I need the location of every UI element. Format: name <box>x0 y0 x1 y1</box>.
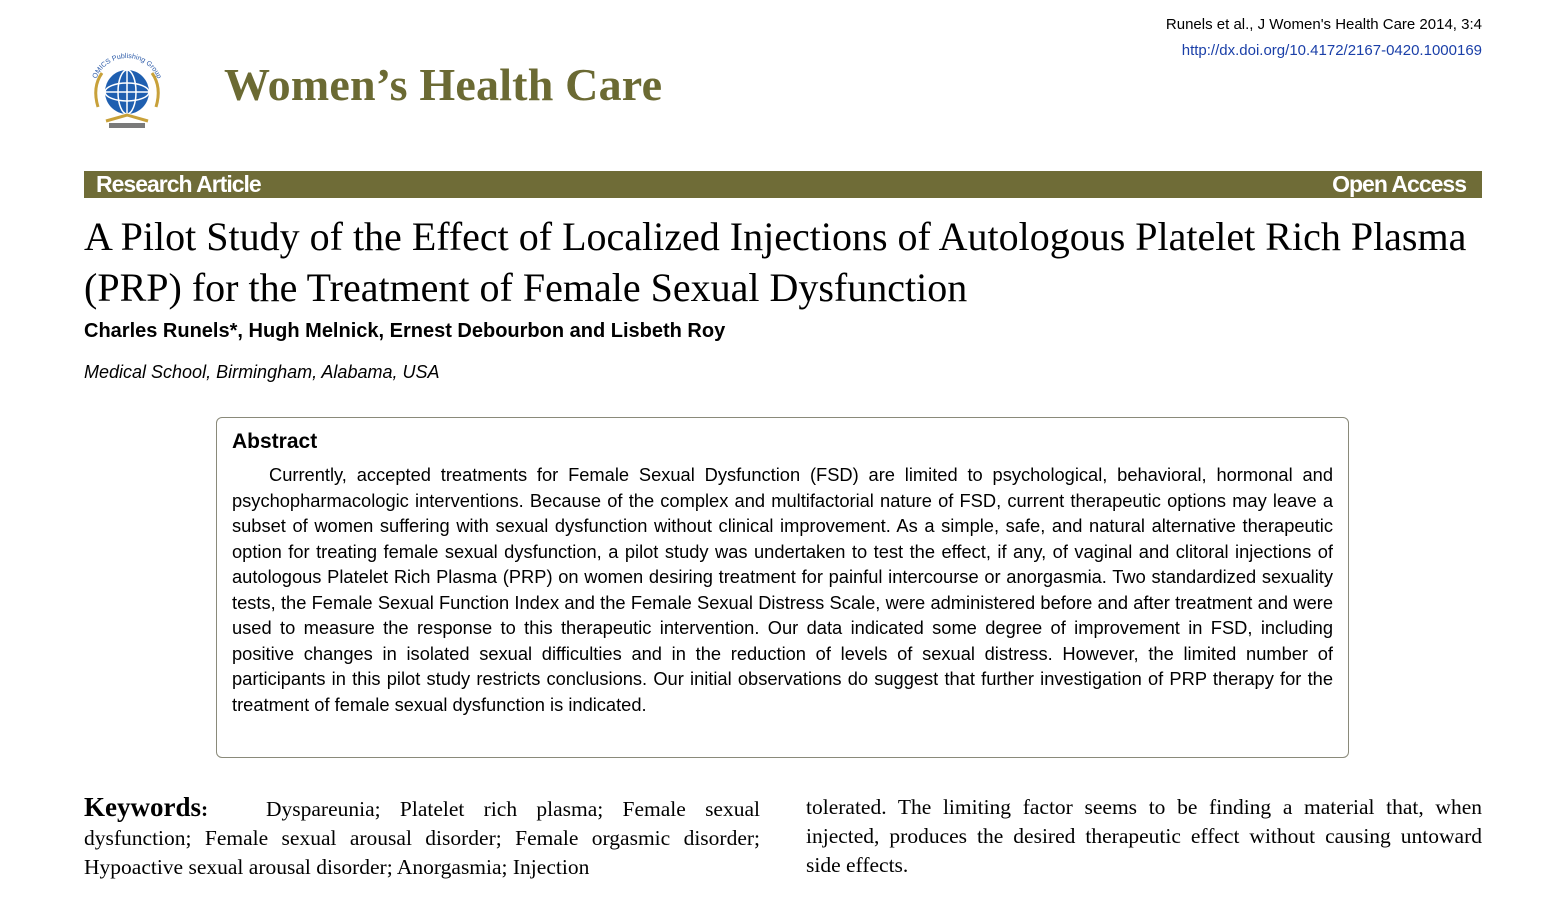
authors: Charles Runels*, Hugh Melnick, Ernest Debourbon and Lisbeth Roy <box>84 320 726 342</box>
article-type-bar <box>84 171 1482 198</box>
keywords-colon: : <box>201 797 209 821</box>
keywords-paragraph <box>84 793 760 882</box>
svg-text:OMICS Publishing Group: OMICS Publishing Group <box>91 52 163 80</box>
article-title: A Pilot Study of the Effect of Localized Injections of Autologous Platelet Rich Plasma (PRP) for the Treatment of Female Sexual Dysfunction <box>84 214 1467 310</box>
citation-block <box>1166 12 1482 64</box>
globe-logo-icon <box>84 47 170 133</box>
abstract-heading: Abstract <box>232 430 318 453</box>
abstract-box <box>216 417 1349 758</box>
abstract-text: Currently, accepted treatments for Female Sexual Dysfunction (FSD) are limited to psychological, behavioral, hormonal and psychopharmacologic interventions. Because of the complex and multifactorial nature of FSD, current therapeutic options may leave a subset of women suffering with sexual dysfunction without clinical improvement. As a simple, safe, and natural alternative therapeutic option for treating female sexual dysfunction, a pilot study was undertaken to test the effect, if any, of vaginal and clitoral injections of autologous Platelet Rich Plasma (PRP) on women desiring treatment for painful intercourse or anorgasmia. Two standardized sexuality tests, the Female Sexual Function Index and the Female Sexual Distress Scale, were administered before and after treatment and were used to measure the response to this therapeutic intervention. Our data indicated some degree of improvement in FSD, including positive changes in isolated sexual difficulties and in the reduction of levels of sexual distress. However, the limited number of participants in this pilot study restricts conclusions. Our initial observations do suggest that further investigation of PRP therapy for the treatment of female sexual dysfunction is indicated. <box>232 464 1333 715</box>
research-article-label: Research Article <box>96 171 261 197</box>
citation-text: Runels et al., J Women's Health Care 2014, 3:4 <box>1165 16 1482 33</box>
right-column-text: tolerated. The limiting factor seems to be finding a material that, when injected, produces the desired therapeutic effect without causing untoward side effects. <box>806 795 1482 877</box>
keywords-label: Keywords <box>84 792 201 822</box>
keywords-text: Dyspareunia; Platelet rich plasma; Female sexual dysfunction; Female sexual arousal disorder; Female orgasmic disorder; Hypoactive sexual arousal disorder; Anorgasmia; Injection <box>84 797 760 879</box>
open-access-label: Open Access <box>1332 171 1466 197</box>
journal-title: Women’s Health Care <box>224 59 663 110</box>
affiliation: Medical School, Birmingham, Alabama, USA <box>84 362 440 382</box>
doi-link[interactable]: http://dx.doi.org/10.4172/2167-0420.1000169 <box>1181 42 1482 59</box>
